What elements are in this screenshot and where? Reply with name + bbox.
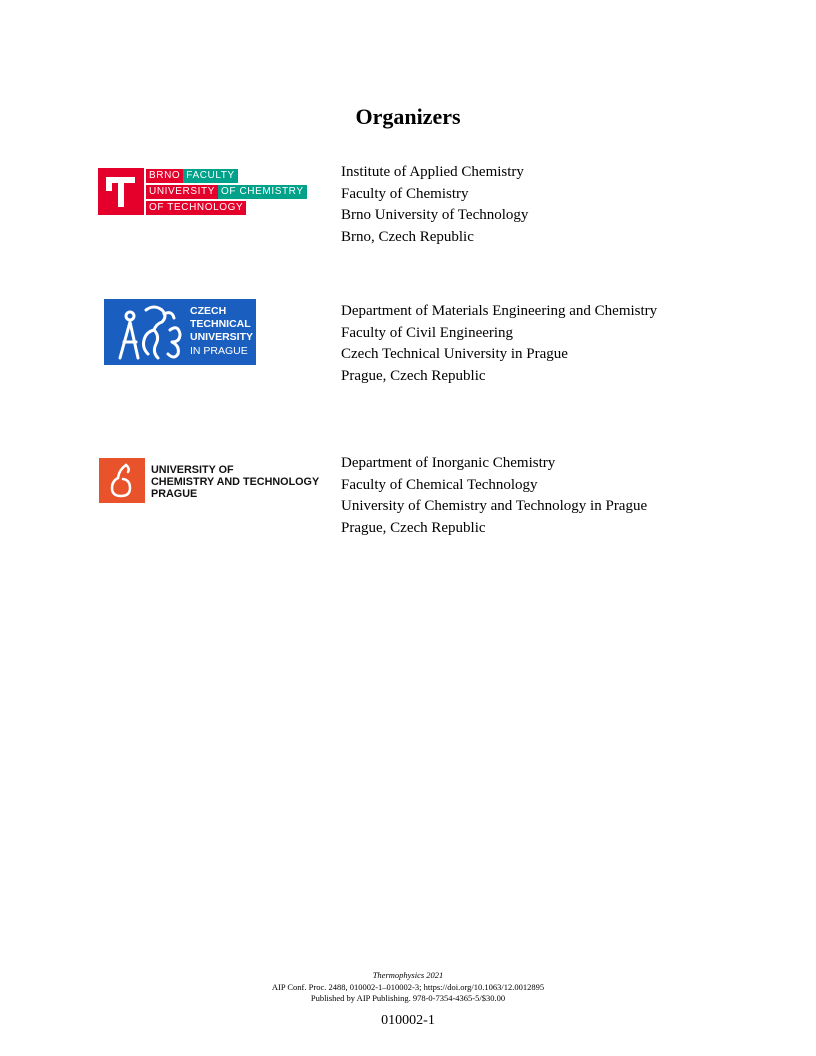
organizer-department: Department of Inorganic Chemistry <box>341 455 556 471</box>
ctu-logo-in-prague: IN PRAGUE <box>190 344 248 357</box>
page-number: 010002-1 <box>381 1013 435 1028</box>
organizer-ctu <box>341 301 657 387</box>
brno-logo-word: BRNO <box>146 169 183 183</box>
university-logo-word: UNIVERSITY <box>146 185 218 199</box>
ctu-logo-university: UNIVERSITY <box>190 331 254 344</box>
page-footer <box>0 970 816 1005</box>
ctu-logo <box>104 299 256 365</box>
organizer-location: Prague, Czech Republic <box>341 519 486 536</box>
uct-logo-line3: PRAGUE <box>151 488 198 500</box>
faculty-logo-word: FACULTY <box>183 169 237 183</box>
flask-mark-icon <box>99 458 145 503</box>
organizer-university: Brno University of Technology <box>341 207 529 223</box>
organizer-faculty: Faculty of Chemistry <box>341 185 469 202</box>
of-technology-logo-word: OF TECHNOLOGY <box>146 201 246 215</box>
uct-logo-line1: UNIVERSITY OF <box>151 464 234 476</box>
footer-citation: AIP Conf. Proc. 2488, 010002-1–010002-3; https://doi.org/10.1063/12.0012895 <box>271 981 545 992</box>
ctu-logo-technical: TECHNICAL <box>190 318 251 331</box>
organizer-institute: Institute of Applied Chemistry <box>341 164 524 180</box>
footer-publisher: Published by AIP Publishing. 978-0-7354-4365-5/$30.00 <box>310 993 506 1003</box>
organizer-faculty: Faculty of Civil Engineering <box>341 324 514 341</box>
uct-prague-logo <box>99 458 335 504</box>
brno-t-mark-icon <box>98 168 144 215</box>
organizer-brno <box>341 162 528 248</box>
organizer-department: Department of Materials Engineering and Chemistry <box>341 303 658 319</box>
lion-emblem-icon <box>108 302 186 362</box>
organizer-location: Prague, Czech Republic <box>341 367 486 384</box>
uct-logo-line2: CHEMISTRY AND TECHNOLOGY <box>151 476 320 488</box>
page-title: Organizers <box>355 104 461 129</box>
footer-journal: Thermophysics 2021 <box>372 970 444 980</box>
organizer-uct <box>341 453 647 539</box>
organizer-faculty: Faculty of Chemical Technology <box>341 476 538 493</box>
organizer-university: Czech Technical University in Prague <box>341 346 568 362</box>
of-chemistry-logo-word: OF CHEMISTRY <box>218 185 307 199</box>
organizer-university: University of Chemistry and Technology in Prague <box>341 498 648 514</box>
organizer-location: Brno, Czech Republic <box>341 228 474 245</box>
brno-university-logo <box>98 168 308 216</box>
ctu-logo-czech: CZECH <box>190 305 227 317</box>
